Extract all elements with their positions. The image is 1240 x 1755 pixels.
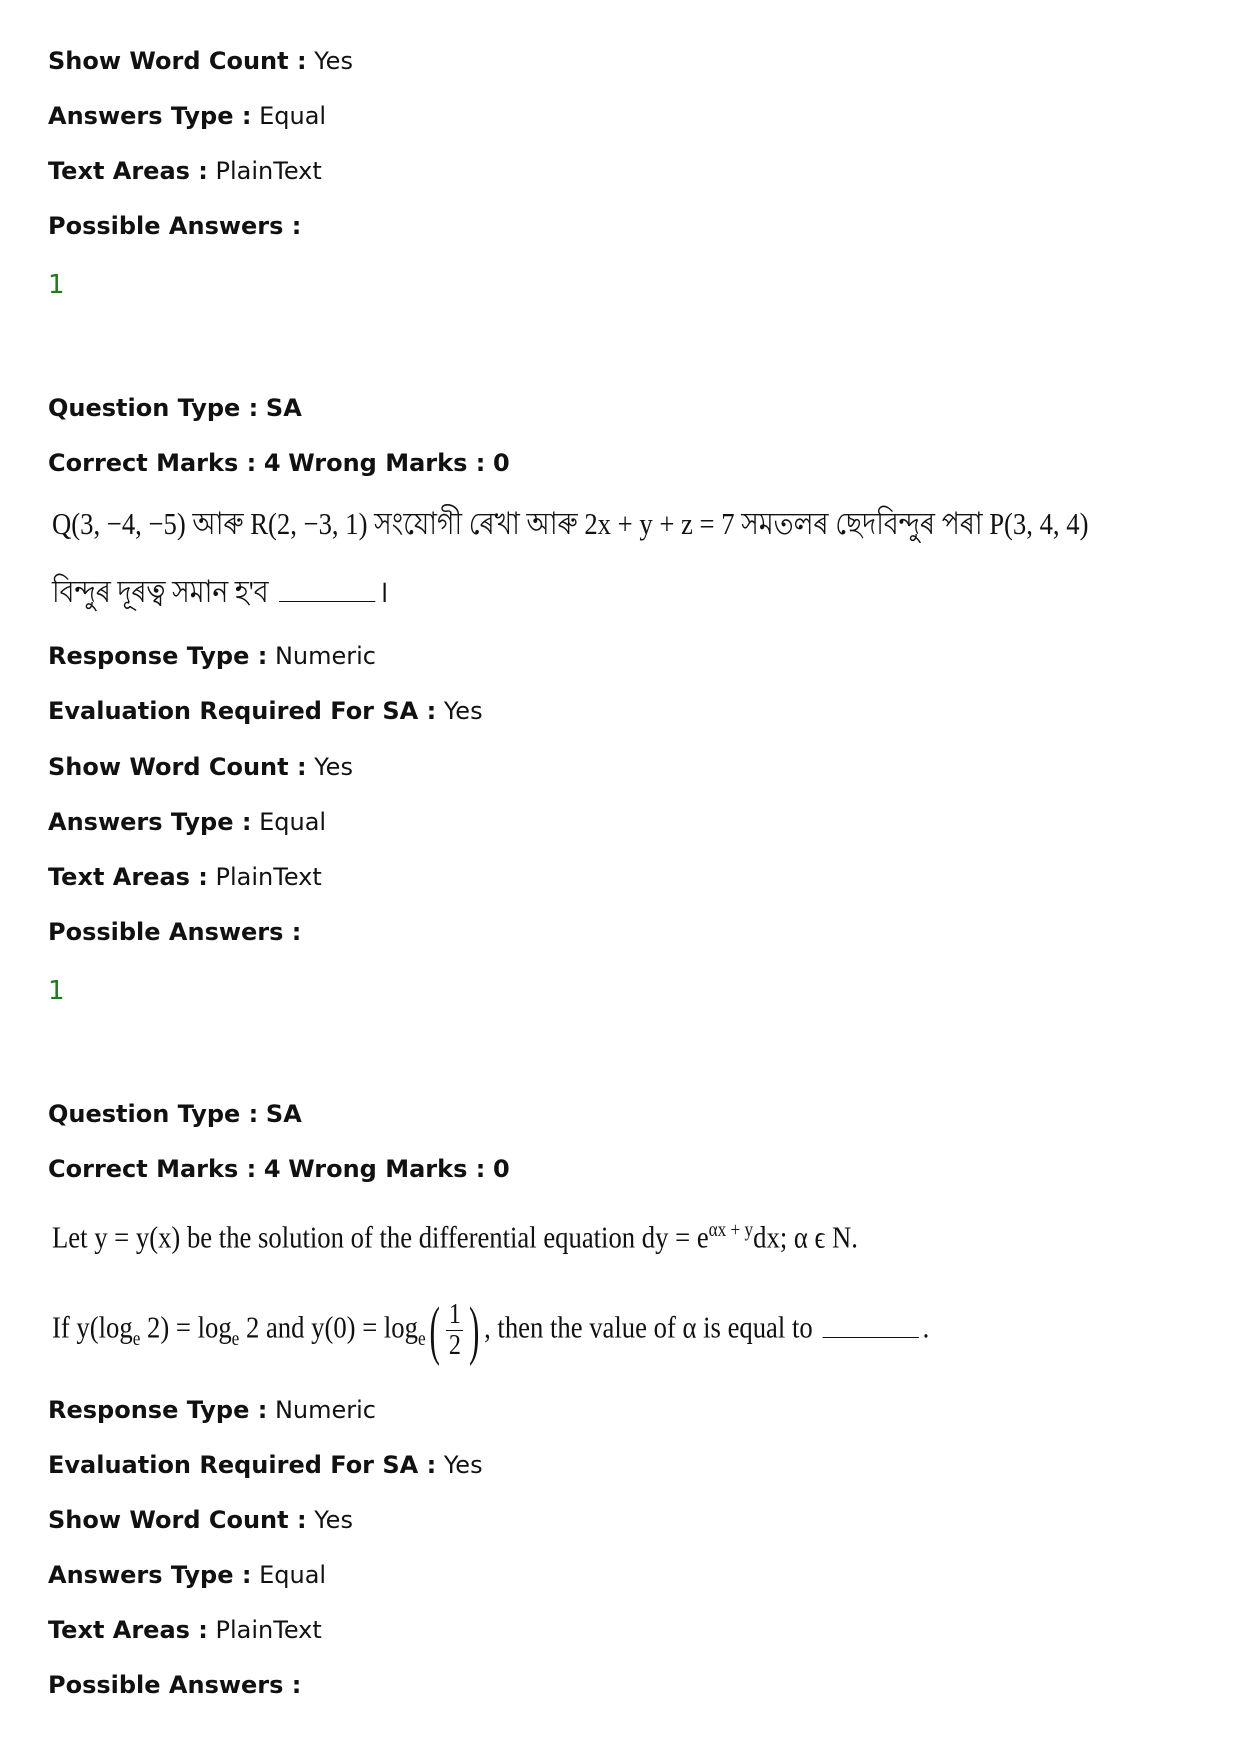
answers-type-row xyxy=(48,807,326,837)
question-text-fragment: dx; α ϵ N. xyxy=(753,1219,858,1255)
exponent: αx + y xyxy=(708,1219,754,1241)
subscript: e xyxy=(132,1327,141,1350)
possible-answers-row xyxy=(48,1670,301,1700)
answers-type-label: Answers Type : xyxy=(48,808,252,836)
possible-answers-row xyxy=(48,211,301,241)
evaluation-required-row xyxy=(48,696,483,726)
response-type-value: Numeric xyxy=(274,1396,376,1424)
evaluation-required-label: Evaluation Required For SA : xyxy=(48,697,437,725)
answer-blank xyxy=(823,1315,919,1338)
answers-type-value: Equal xyxy=(259,808,327,836)
left-paren: ( xyxy=(429,1293,441,1367)
question-type-row xyxy=(48,1099,302,1129)
evaluation-required-value: Yes xyxy=(443,1451,483,1479)
show-word-count-value: Yes xyxy=(314,1506,353,1534)
correct-marks-value: 4 xyxy=(263,1155,281,1183)
evaluation-required-value: Yes xyxy=(443,697,483,725)
text-areas-row xyxy=(48,156,322,186)
question-text-line xyxy=(52,1293,930,1367)
show-word-count-row xyxy=(48,752,353,782)
text-areas-value: PlainText xyxy=(215,157,322,185)
fraction-denominator: 2 xyxy=(448,1330,461,1361)
question-type-label: Question Type : xyxy=(48,1100,259,1128)
question-text-line xyxy=(52,574,389,610)
question-text-fragment: 2 and y(0) = log xyxy=(239,1309,418,1345)
question-text-fragment: Let y = y(x) be the solution of the differential equation dy = e xyxy=(52,1219,709,1255)
response-type-row xyxy=(48,1395,376,1425)
answers-type-label: Answers Type : xyxy=(48,1561,252,1589)
response-type-row xyxy=(48,641,376,671)
fraction-numerator: 1 xyxy=(446,1300,463,1331)
text-areas-label: Text Areas : xyxy=(48,863,208,891)
response-type-label: Response Type : xyxy=(48,642,268,670)
show-word-count-value: Yes xyxy=(314,47,353,75)
response-type-value: Numeric xyxy=(274,642,376,670)
text-areas-label: Text Areas : xyxy=(48,1616,208,1644)
wrong-marks-label: Wrong Marks : xyxy=(288,449,486,477)
correct-marks-label: Correct Marks : xyxy=(48,449,257,477)
text-areas-label: Text Areas : xyxy=(48,157,208,185)
correct-marks-label: Correct Marks : xyxy=(48,1155,257,1183)
possible-answers-row xyxy=(48,917,301,947)
show-word-count-label: Show Word Count : xyxy=(48,1506,307,1534)
right-paren: ) xyxy=(469,1293,480,1367)
show-word-count-label: Show Word Count : xyxy=(48,753,307,781)
answers-type-value: Equal xyxy=(259,102,327,130)
question-type-value: SA xyxy=(265,1100,302,1128)
possible-answers-label: Possible Answers : xyxy=(48,1671,302,1699)
question-text-fragment: If y(log xyxy=(52,1309,133,1345)
correct-marks-value: 4 xyxy=(263,449,281,477)
show-word-count-row xyxy=(48,1505,353,1535)
answers-type-value: Equal xyxy=(259,1561,327,1589)
response-type-label: Response Type : xyxy=(48,1396,268,1424)
show-word-count-value: Yes xyxy=(314,753,353,781)
subscript: e xyxy=(417,1327,426,1350)
text-areas-value: PlainText xyxy=(215,1616,322,1644)
answers-type-row xyxy=(48,1560,326,1590)
question-text-fragment: বিন্দুৰ দূৰত্ব সমান হ'ব xyxy=(52,574,269,609)
subscript: e xyxy=(231,1327,240,1350)
question-type-value: SA xyxy=(265,394,302,422)
answer-blank xyxy=(279,579,375,602)
possible-answers-label: Possible Answers : xyxy=(48,918,302,946)
question-text-fragment: 2) = log xyxy=(140,1309,232,1345)
fraction xyxy=(446,1300,463,1361)
evaluation-required-row xyxy=(48,1450,483,1480)
possible-answers-label: Possible Answers : xyxy=(48,212,302,240)
wrong-marks-value: 0 xyxy=(492,1155,510,1183)
wrong-marks-value: 0 xyxy=(492,449,510,477)
possible-answer-value: 1 xyxy=(48,976,65,1006)
question-type-row xyxy=(48,393,302,423)
text-areas-row xyxy=(48,862,322,892)
answers-type-row xyxy=(48,101,326,131)
marks-row xyxy=(48,1154,510,1184)
question-type-label: Question Type : xyxy=(48,394,259,422)
marks-row xyxy=(48,448,510,478)
text-areas-row xyxy=(48,1615,322,1645)
question-text-fragment: , then the value of α is equal to xyxy=(484,1309,813,1345)
question-text-fragment: . xyxy=(922,1309,930,1345)
question-text-fragment: । xyxy=(378,574,389,609)
show-word-count-row xyxy=(48,46,353,76)
text-areas-value: PlainText xyxy=(215,863,322,891)
evaluation-required-label: Evaluation Required For SA : xyxy=(48,1451,437,1479)
wrong-marks-label: Wrong Marks : xyxy=(288,1155,486,1183)
answers-type-label: Answers Type : xyxy=(48,102,252,130)
question-text-line: Q(3, −4, −5) আৰু R(2, −3, 1) সংযোগী ৰেখা আৰু 2x + y + z = 7 সমতলৰ ছেদবিন্দুৰ পৰা P(3, 4, 4) xyxy=(52,506,1089,541)
show-word-count-label: Show Word Count : xyxy=(48,47,307,75)
possible-answer-value: 1 xyxy=(48,270,65,300)
question-text-line xyxy=(52,1212,858,1255)
